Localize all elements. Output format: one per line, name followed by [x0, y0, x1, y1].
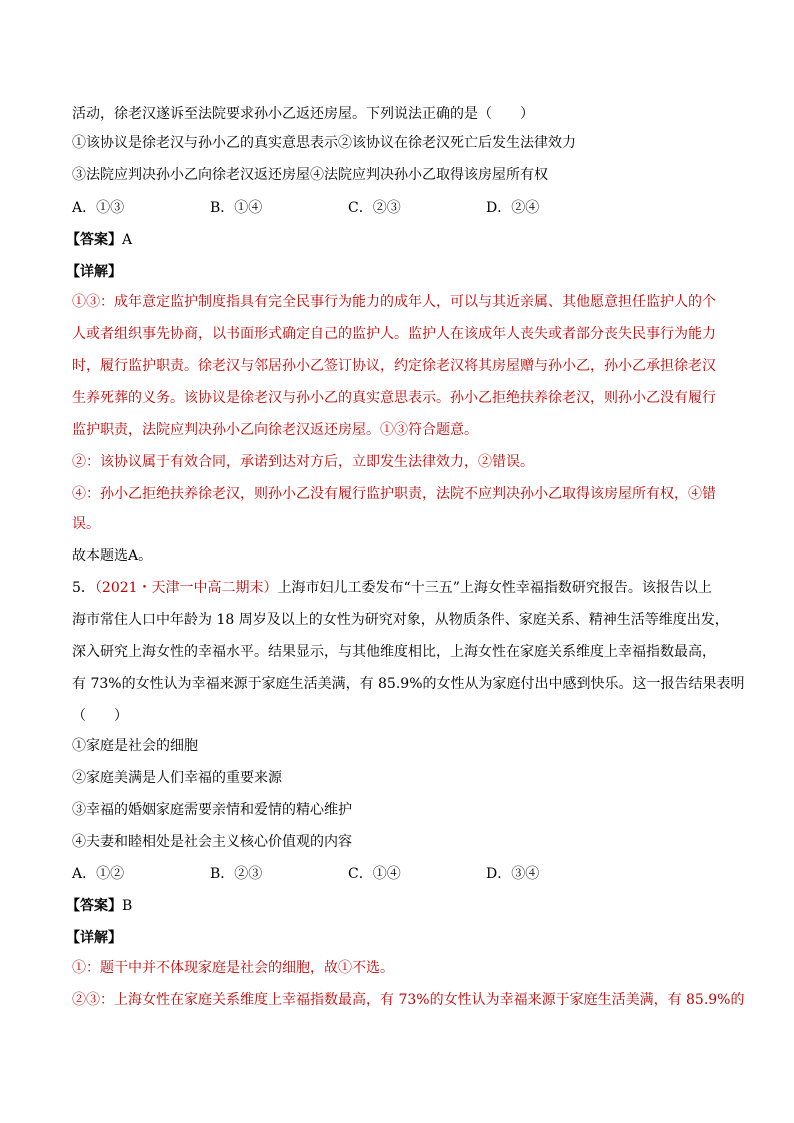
q5-answer — [66, 896, 726, 916]
q5-option-d: D．③④ — [486, 866, 540, 882]
q4-option-b: B．①④ — [210, 200, 263, 216]
answer-label: 【答案】 — [66, 232, 122, 248]
q5-detail-label: 【详解】 — [66, 930, 122, 946]
detail-line: 人或者组织事先协商，以书面形式确定自己的监护人。监护人在该成年人丧失或者部分丧失民事行为能力 — [72, 326, 716, 342]
q5-stem-line: 深入研究上海女性的幸福水平。结果显示，与其他维度相比，上海女性在家庭关系维度上幸福指数最高， — [72, 644, 716, 660]
q4-option-c: C．②③ — [348, 200, 401, 216]
q4-option-d: D．②④ — [486, 200, 540, 216]
q4-detail-label: 【详解】 — [66, 264, 122, 280]
q5-stem-line: （ ） — [72, 708, 128, 724]
q4-statement: ①该协议是徐老汉与孙小乙的真实意思表示②该协议在徐老汉死亡后发生法律效力 — [72, 135, 576, 151]
answer-label: 【答案】 — [66, 898, 122, 914]
q5-statement: ②家庭美满是人们幸福的重要来源 — [72, 770, 282, 786]
answer-value: A — [122, 232, 133, 248]
q5-option-a: A．①② — [72, 866, 125, 882]
q5-stem-line: 有 73%的女性认为幸福来源于家庭生活美满，有 85.9%的女性从为家庭付出中感到快乐。这一报告结果表明 — [72, 676, 745, 692]
q5-statement: ①家庭是社会的细胞 — [72, 738, 198, 754]
q4-statement: ③法院应判决孙小乙向徐老汉返还房屋④法院应判决孙小乙取得该房屋所有权 — [72, 167, 548, 183]
detail-line: 时，履行监护职责。徐老汉与邻居孙小乙签订协议，约定徐老汉将其房屋赠与孙小乙，孙小乙承担徐老汉 — [72, 358, 716, 374]
detail-line: ①③：成年意定监护制度指具有完全民事行为能力的成年人，可以与其近亲属、其他愿意担任监护人的个 — [72, 294, 716, 310]
q4-conclusion: 故本题选A。 — [72, 548, 153, 564]
question-number: 5． — [72, 580, 95, 596]
detail-line: ②：该协议属于有效合同，承诺到达对方后，立即发生法律效力，②错误。 — [72, 454, 534, 470]
detail-line: 误。 — [72, 516, 100, 532]
question-source: （2021・天津一中高二期末） — [94, 580, 278, 596]
q5-stem-line: 海市常住人口中年龄为 18 周岁及以上的女性为研究对象，从物质条件、家庭关系、精神生活等维度出发， — [72, 612, 729, 628]
q5-statement: ④夫妻和睦相处是社会主义核心价值观的内容 — [72, 834, 352, 850]
q5-option-b: B．②③ — [210, 866, 263, 882]
q5-stem-text: 上海市妇儿工委发布“十三五”上海女性幸福指数研究报告。该报告以上 — [277, 580, 712, 596]
q4-stem-tail: 活动，徐老汉遂诉至法院要求孙小乙返还房屋。下列说法正确的是（ ） — [72, 106, 534, 122]
detail-line: ①：题干中并不体现家庭是社会的细胞，故①不选。 — [72, 960, 394, 976]
q5-stem-first-line — [72, 578, 732, 598]
detail-line: 生养死葬的义务。该协议是徐老汉与孙小乙的真实意思表示。孙小乙拒绝扶养徐老汉，则孙小乙没有履行 — [72, 390, 716, 406]
detail-line: 监护职责，法院应判决孙小乙向徐老汉返还房屋。①③符合题意。 — [72, 422, 478, 438]
q5-statement: ③幸福的婚姻家庭需要亲情和爱情的精心维护 — [72, 802, 352, 818]
q4-option-a: A．①③ — [72, 200, 125, 216]
detail-line: ②③：上海女性在家庭关系维度上幸福指数最高，有 73%的女性认为幸福来源于家庭生活美满，有 85.9%的 — [72, 992, 745, 1008]
answer-value: B — [122, 898, 133, 914]
q4-answer — [66, 230, 726, 250]
detail-line: ④：孙小乙拒绝扶养徐老汉，则孙小乙没有履行监护职责，法院不应判决孙小乙取得该房屋所有权，④错 — [72, 486, 716, 502]
q5-option-c: C．①④ — [348, 866, 401, 882]
